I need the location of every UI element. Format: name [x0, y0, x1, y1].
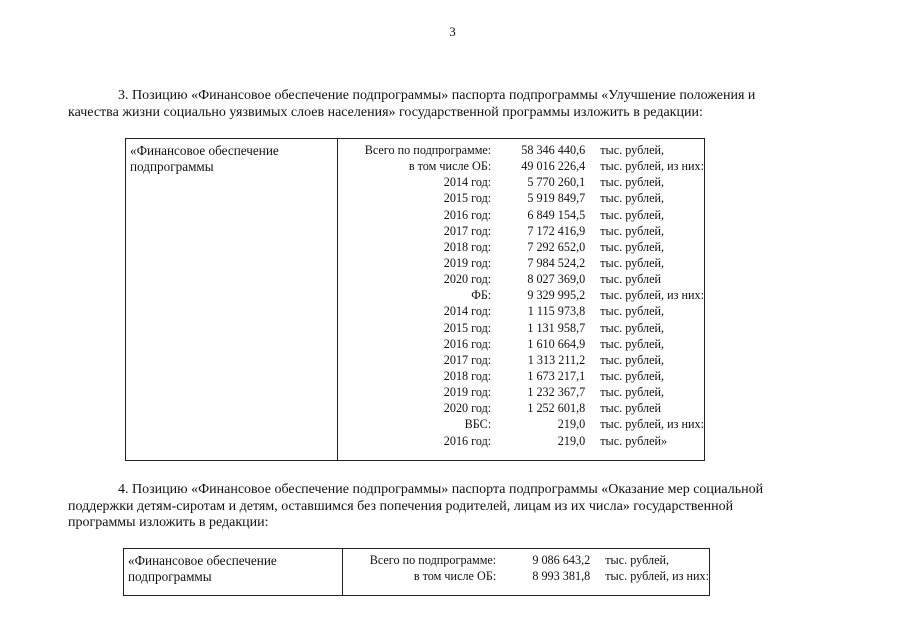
section-4-paragraph [68, 482, 846, 532]
finance-row: 2018 год: 1 673 217,1 тыс. рублей, [443, 368, 665, 383]
finance-row: 2015 год: 1 131 958,7 тыс. рублей, [443, 320, 665, 335]
page-number: 3 [449, 24, 456, 39]
finance-row: 2014 год: 1 115 973,8 тыс. рублей, [443, 304, 665, 319]
section-4-line-3: программы изложить в редакции: [68, 515, 269, 530]
finance-table-label: «Финансовое обеспечение подпрограммы [124, 549, 343, 596]
finance-row: Всего по подпрограмме: 58 346 440,6 тыс. рублей, [364, 143, 665, 157]
finance-row: 2019 год: 7 984 524,2 тыс. рублей, [443, 255, 665, 270]
section-3-finance-table [125, 138, 705, 461]
section-4-finance-table [123, 548, 710, 596]
finance-row: 2018 год: 7 292 652,0 тыс. рублей, [443, 239, 665, 254]
section-3-line-1: 3. Позицию «Финансовое обеспечение подпрограммы» паспорта подпрограммы «Улучшение положения и [118, 88, 756, 103]
section-3-paragraph [68, 88, 846, 121]
section-4-line-2: поддержки детям-сиротам и детям, оставшимся без попечения родителей, лицам из их числа» государственной [68, 498, 734, 514]
finance-row: ФБ: 9 329 995,2 тыс. рублей, из них: [471, 288, 704, 303]
finance-row: 2014 год: 5 770 260,1 тыс. рублей, [443, 175, 665, 190]
finance-row: 2020 год: 8 027 369,0 тыс. рублей [443, 272, 661, 287]
section-4-line-1: 4. Позицию «Финансовое обеспечение подпрограммы» паспорта подпрограммы «Оказание мер социальной [118, 482, 764, 497]
finance-row: 2016 год: 6 849 154,5 тыс. рублей, [443, 207, 665, 222]
finance-row: 2020 год: 1 252 601,8 тыс. рублей [443, 401, 661, 416]
finance-row: в том числе ОБ: 8 993 381,8 тыс. рублей, из них: [413, 569, 709, 584]
section-3-line-2: качества жизни социально уязвимых слоев населения» государственной программы изложить в редакции: [68, 104, 703, 120]
finance-row: Всего по подпрограмме: 9 086 643,2 тыс. рублей, [369, 553, 670, 567]
finance-row: 2016 год: 1 610 664,9 тыс. рублей, [443, 336, 665, 351]
finance-table-values [343, 549, 710, 596]
finance-row: 2017 год: 1 313 211,2 тыс. рублей, [443, 352, 665, 367]
finance-table-label: «Финансовое обеспечение подпрограммы [126, 139, 338, 461]
finance-row: ВБС: 219,0 тыс. рублей, из них: [464, 417, 704, 432]
finance-row: 2015 год: 5 919 849,7 тыс. рублей, [443, 191, 665, 206]
finance-row: 2016 год: 219,0 тыс. рублей» [443, 433, 668, 448]
finance-row: 2019 год: 1 232 367,7 тыс. рублей, [443, 385, 665, 400]
finance-row: 2017 год: 7 172 416,9 тыс. рублей, [443, 223, 665, 238]
finance-table-values [338, 139, 705, 461]
finance-row: в том числе ОБ: 49 016 226,4 тыс. рублей, из них: [408, 159, 704, 174]
